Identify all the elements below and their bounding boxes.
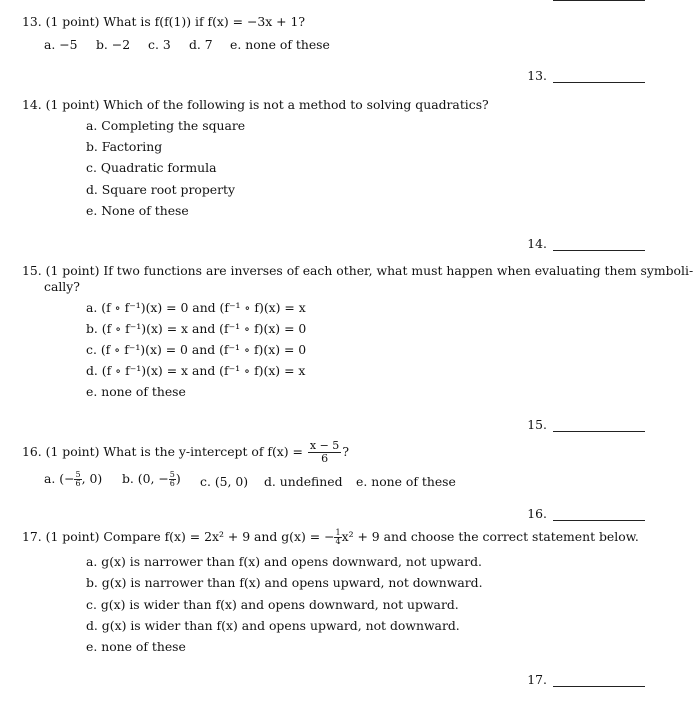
q16-choice-b-den: 6 (169, 479, 175, 488)
q15-prompt-line1: 15. (1 point) If two functions are inverses of each other, what must happen when evaluating them symboli- (22, 263, 694, 278)
q16-choice-a-frac (74, 471, 81, 488)
q16-prompt-post: ? (342, 444, 349, 459)
q17-prompt-pre: 17. (1 point) Compare f(x) = 2x² + 9 and g(x) = − (22, 529, 335, 544)
q15-choice-e[interactable]: e. none of these (86, 384, 186, 399)
q16-choice-c[interactable]: c. (5, 0) (200, 474, 249, 489)
q14-choice-d[interactable]: d. Square root property (86, 182, 236, 197)
q17-choice-d[interactable]: d. g(x) is wider than f(x) and opens upward, not downward. (86, 618, 460, 633)
prev-answer-line (553, 0, 645, 1)
q16-frac-den: 6 (321, 452, 329, 465)
q16-choice-a-den: 6 (75, 479, 81, 488)
q16-choice-b-frac (169, 471, 176, 488)
q17-frac-den: 4 (335, 537, 341, 546)
q16-prompt (22, 440, 349, 465)
q15-choice-c[interactable]: c. (f ∘ f⁻¹)(x) = 0 and (f⁻¹ ∘ f)(x) = 0 (86, 342, 307, 357)
q17-choice-b[interactable]: b. g(x) is narrower than f(x) and opens upward, not downward. (86, 575, 483, 590)
q17-choice-c[interactable]: c. g(x) is wider than f(x) and opens downward, not upward. (86, 597, 459, 612)
q13-choice-c[interactable]: c. 3 (148, 37, 171, 52)
q16-choice-a-post: , 0) (81, 471, 103, 486)
q16-answer-label: 16. (527, 506, 547, 521)
q14-prompt: 14. (1 point) Which of the following is not a method to solving quadratics? (22, 97, 489, 112)
q14-choice-a[interactable]: a. Completing the square (86, 118, 246, 133)
q13-answer-label: 13. (527, 68, 547, 83)
q17-prompt (22, 529, 639, 546)
q17-answer-label: 17. (527, 672, 547, 687)
q15-answer-label: 15. (527, 417, 547, 432)
q17-answer-blank[interactable] (527, 672, 645, 687)
q13-choice-b[interactable]: b. −2 (96, 37, 131, 52)
q15-answer-blank[interactable] (527, 417, 645, 432)
q13-choice-a[interactable]: a. −5 (44, 37, 78, 52)
q17-prompt-post: x² + 9 and choose the correct statement below. (341, 529, 639, 544)
q14-choice-e[interactable]: e. None of these (86, 203, 189, 218)
q16-choice-b[interactable] (122, 471, 181, 488)
q17-choice-e[interactable]: e. none of these (86, 639, 186, 654)
q16-answer-blank[interactable] (527, 506, 645, 521)
q13-answer-blank[interactable] (527, 68, 645, 83)
q15-choice-a[interactable]: a. (f ∘ f⁻¹)(x) = 0 and (f⁻¹ ∘ f)(x) = x (86, 300, 306, 315)
q16-choice-d[interactable]: d. undefined (264, 474, 343, 489)
q17-fraction (334, 529, 341, 546)
q14-answer-blank[interactable] (527, 236, 645, 251)
q16-choice-b-pre: b. (0, − (122, 471, 169, 486)
q13-choice-d[interactable]: d. 7 (189, 37, 213, 52)
q13-prompt: 13. (1 point) What is f(f(1)) if f(x) = −3x + 1? (22, 14, 306, 29)
q16-frac-num: x − 5 (309, 439, 340, 452)
q15-prompt-line2: cally? (44, 279, 80, 294)
q16-prompt-pre: 16. (1 point) What is the y-intercept of f(x) = (22, 444, 303, 459)
q15-choice-b[interactable]: b. (f ∘ f⁻¹)(x) = x and (f⁻¹ ∘ f)(x) = 0 (86, 321, 307, 336)
q16-choice-b-num: 5 (169, 470, 175, 479)
q14-choice-b[interactable]: b. Factoring (86, 139, 163, 154)
q16-choice-a-pre: a. (− (44, 471, 75, 486)
q16-choice-e[interactable]: e. none of these (356, 474, 456, 489)
q17-frac-num: 1 (335, 528, 341, 537)
q16-choice-a[interactable] (44, 471, 102, 488)
q16-fraction (308, 440, 341, 465)
q16-choice-b-post: ) (175, 471, 181, 486)
q17-choice-a[interactable]: a. g(x) is narrower than f(x) and opens downward, not upward. (86, 554, 482, 569)
q14-answer-label: 14. (527, 236, 547, 251)
q15-choice-d[interactable]: d. (f ∘ f⁻¹)(x) = x and (f⁻¹ ∘ f)(x) = x (86, 363, 306, 378)
q13-choice-e[interactable]: e. none of these (230, 37, 330, 52)
q14-choice-c[interactable]: c. Quadratic formula (86, 160, 217, 175)
q16-choice-a-num: 5 (75, 470, 81, 479)
